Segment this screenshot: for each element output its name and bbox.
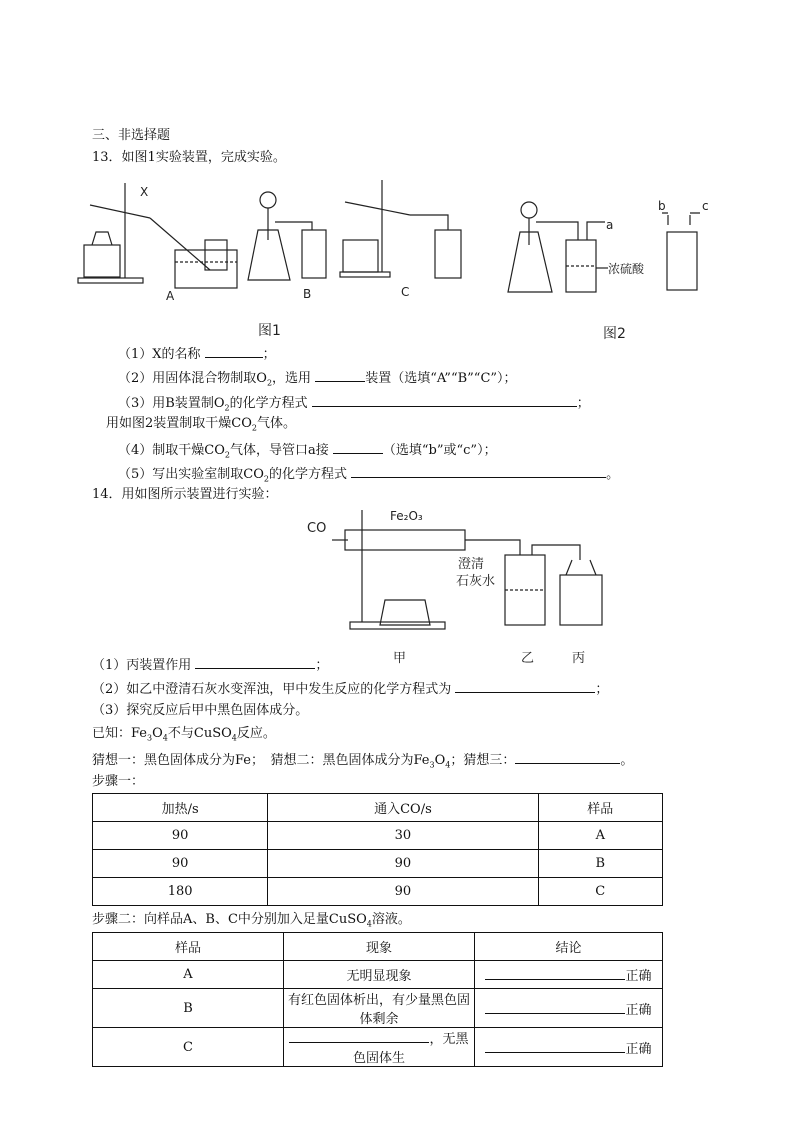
q13-part3: （3）用B装置制$O_2$的化学方程式 ；	[118, 393, 590, 417]
label-yi: 乙	[521, 651, 535, 666]
label-lime-1: 澄清	[458, 557, 485, 572]
figure2	[508, 202, 700, 292]
apparatus-b	[248, 192, 326, 280]
table-row	[93, 1028, 663, 1067]
header-cell: 加热/s	[93, 794, 268, 822]
cell: A	[538, 822, 662, 850]
cell: C	[538, 878, 662, 906]
cell: 180	[93, 878, 268, 906]
apparatus-a	[78, 183, 237, 288]
cell: 正确	[475, 961, 663, 989]
label-x: X	[140, 185, 149, 199]
q13-part2: （2）用固体混合物制取$O_2$，选用 装置（选填“A”“B”“C”）；	[118, 368, 517, 392]
label-acid: 浓硫酸	[608, 262, 645, 276]
q14-part1: （1）丙装置作用 ；	[92, 655, 328, 674]
table-row	[93, 961, 663, 989]
q14-stem: 14．用如图所示装置进行实验：	[92, 487, 278, 502]
fig1-caption: 图1	[258, 323, 281, 339]
header-cell: 现象	[284, 933, 475, 961]
section-title: 三、非选择题	[92, 128, 171, 143]
cell: 90	[268, 878, 538, 906]
apparatus-c	[340, 180, 461, 278]
step2-label: 步骤二：向样品A、B、C中分别加入足量CuSO$_4$溶液。	[92, 912, 411, 929]
cell: 90	[93, 850, 268, 878]
table-step2	[92, 932, 663, 1067]
header-cell: 结论	[475, 933, 663, 961]
header-cell: 通入CO/s	[268, 794, 538, 822]
label-a: A	[166, 289, 175, 303]
cell: ，无黑色固体生	[284, 1028, 475, 1067]
table-header	[93, 794, 663, 822]
label-fig2-c: c	[702, 199, 709, 213]
cell: C	[93, 1028, 284, 1067]
cell: 正确	[475, 1028, 663, 1067]
table-step1	[92, 793, 663, 906]
step1-label: 步骤一：	[92, 774, 145, 789]
q13-stem: 13．如图1实验装置，完成实验。	[92, 150, 286, 165]
table-row	[93, 878, 663, 906]
cell: 90	[93, 822, 268, 850]
fig2-caption: 图2	[603, 326, 626, 342]
table-header	[93, 933, 663, 961]
cell: 30	[268, 822, 538, 850]
cell: 正确	[475, 989, 663, 1028]
label-lime-2: 石灰水	[456, 574, 496, 589]
cell: B	[538, 850, 662, 878]
label-fig2-a: a	[606, 218, 614, 232]
header-cell: 样品	[538, 794, 662, 822]
q13-part4: （4）制取干燥$CO_2$气体，导管口a接 （选填“b”或“c”）；	[118, 440, 497, 464]
table-row	[93, 850, 663, 878]
label-fig2-b: b	[658, 199, 666, 213]
label-jia: 甲	[393, 651, 407, 666]
q14-part3: （3）探究反应后甲中黑色固体成分。	[92, 703, 309, 718]
header-cell: 样品	[93, 933, 284, 961]
label-b: B	[303, 287, 312, 301]
cell: 无明显现象	[284, 961, 475, 989]
table-row	[93, 822, 663, 850]
q14-guesses: 猜想一：黑色固体成分为Fe； 猜想二：黑色固体成分为$Fe_3O_4$；猜想三： 。	[92, 750, 633, 774]
cell: A	[93, 961, 284, 989]
q14-known: 已知：$Fe_3O_4$不与CuSO$_4$反应。	[92, 726, 276, 743]
label-fe2o3: Fe₂O₃	[390, 509, 423, 523]
cell: 有红色固体析出，有少量黑色固体剩余	[284, 989, 475, 1028]
q13-part1: （1）X的名称 ；	[118, 344, 276, 363]
cell: B	[93, 989, 284, 1028]
label-bing: 丙	[572, 651, 586, 666]
q14-part2: （2）如乙中澄清石灰水变浑浊，甲中发生反应的化学方程式为 ；	[92, 679, 608, 698]
q13-intro: 用如图2装置制取干燥$CO_2$气体。	[106, 416, 296, 433]
q13-part5: （5）写出实验室制取$CO_2$的化学方程式 。	[118, 464, 619, 488]
label-co: CO	[307, 521, 327, 536]
cell: 90	[268, 850, 538, 878]
table-row	[93, 989, 663, 1028]
label-c: C	[401, 285, 410, 299]
